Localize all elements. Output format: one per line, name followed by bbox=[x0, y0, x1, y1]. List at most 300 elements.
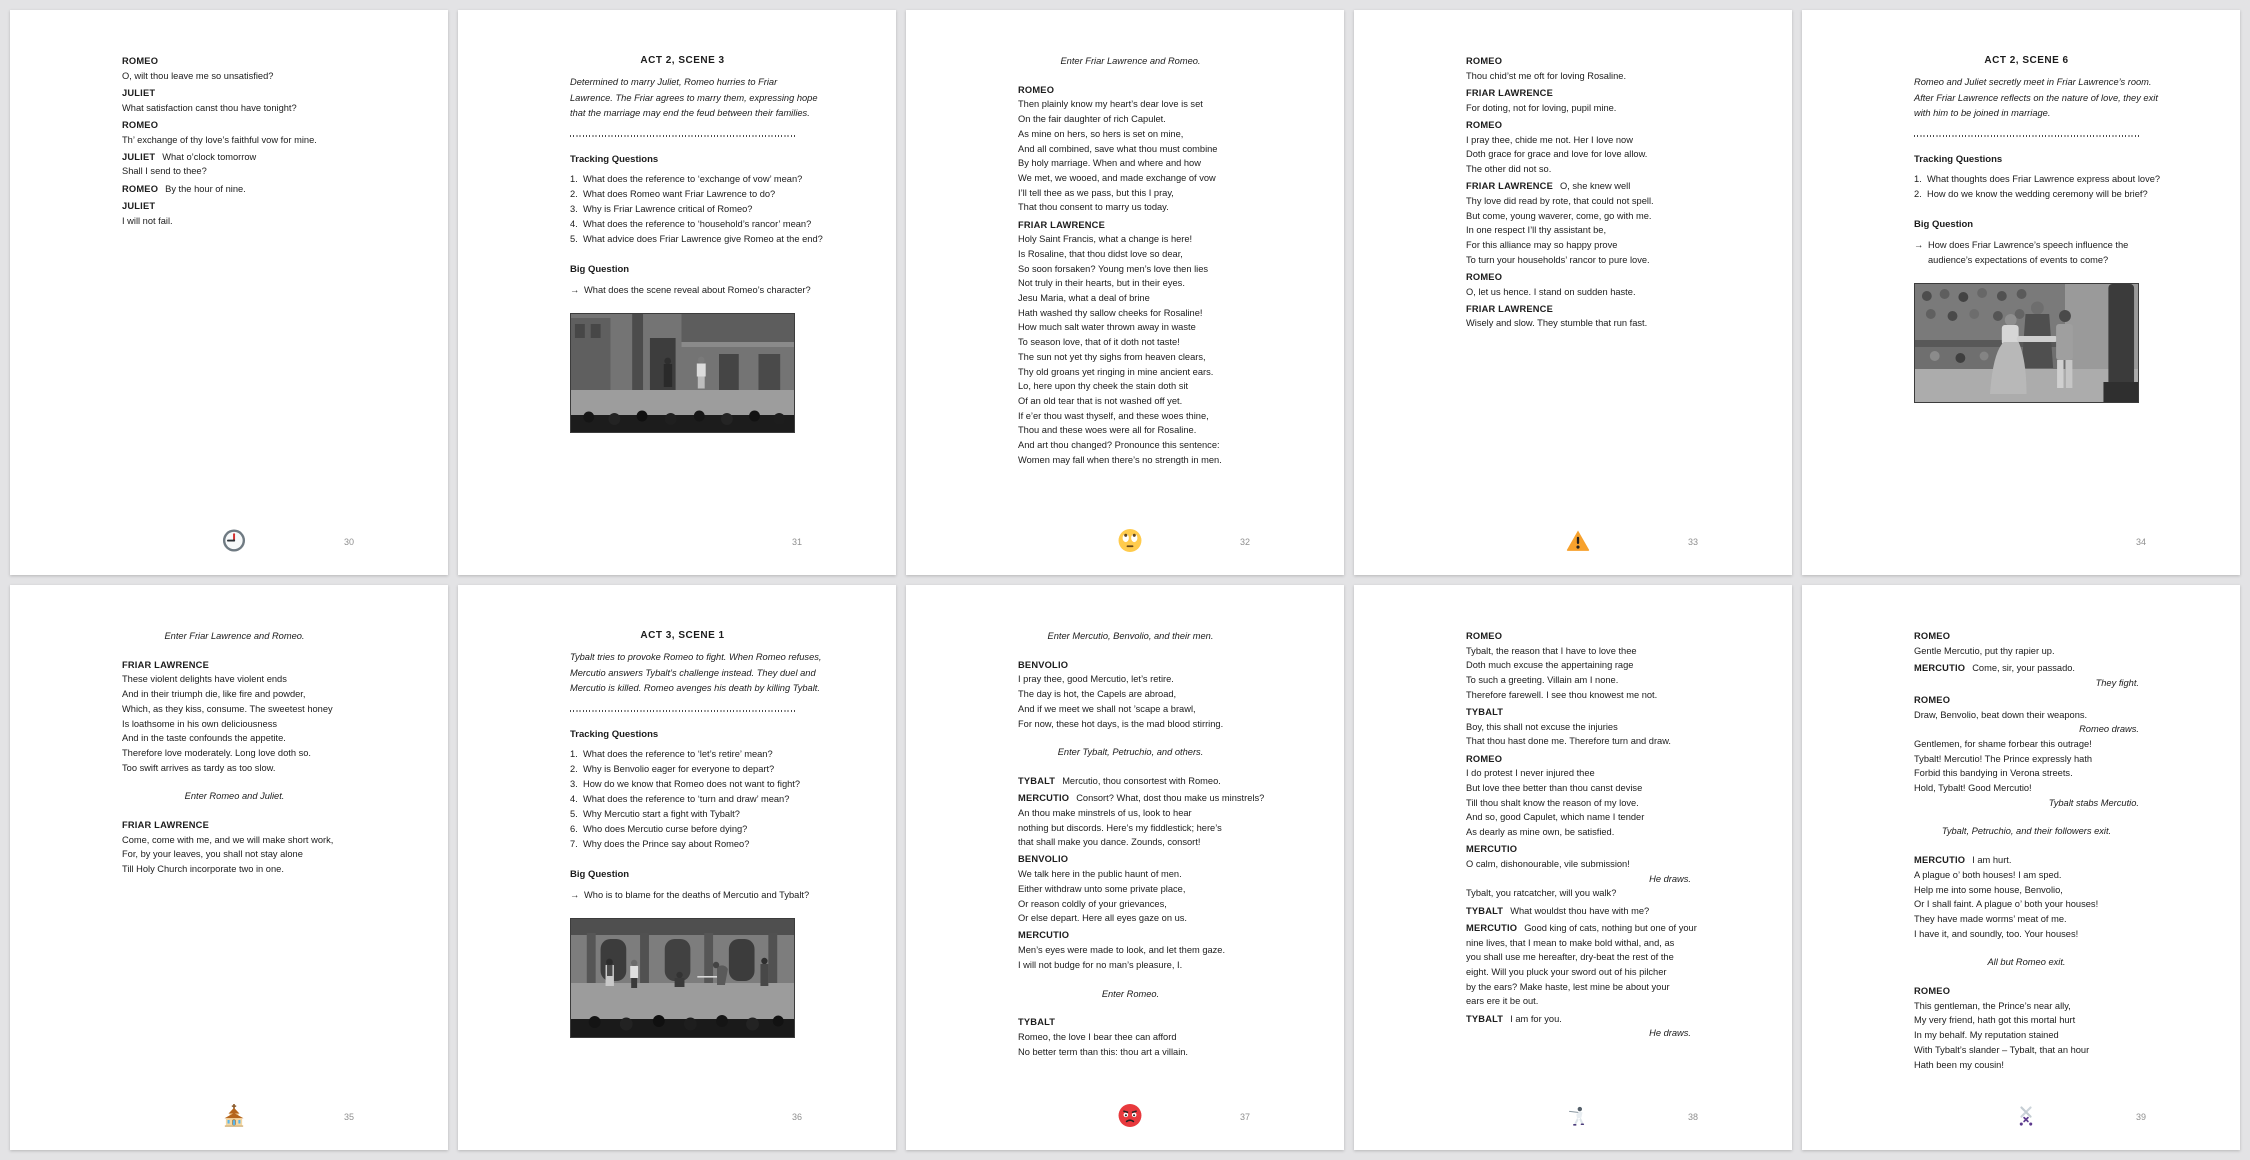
dialogue-line: Th’ exchange of thy love’s faithful vow for mine. bbox=[122, 134, 317, 145]
dialogue-line: But come, young waverer, come, go with me. bbox=[1466, 210, 1652, 221]
dialogue-line: How much salt water thrown away in waste bbox=[1018, 322, 1196, 333]
speaker-name: MERCUTIO bbox=[1914, 662, 1966, 673]
dialogue-line: Thy old groans yet ringing in mine ancient ears. bbox=[1018, 366, 1214, 377]
dialogue-line: Hath been my cousin! bbox=[1914, 1059, 2004, 1070]
dialogue-line: nothing but discords. Here’s my fiddlestick; here’s bbox=[1018, 822, 1222, 833]
question-text bbox=[583, 792, 789, 807]
question-line: What thoughts does Friar Lawrence express about love? bbox=[1927, 173, 2161, 184]
dialogue-line: Is Rosaline, that thou didst love so dear, bbox=[1018, 248, 1183, 259]
stage-direction: Tybalt stabs Mercutio. bbox=[2048, 797, 2139, 808]
question-number: 4. bbox=[570, 793, 578, 804]
dialogue-line bbox=[1466, 904, 1691, 919]
scene-synopsis-line: Mercutio answers Tybalt’s challenge instead. They duel and bbox=[570, 667, 816, 678]
speaker-name: ROMEO bbox=[1466, 56, 1503, 66]
dialogue-line: An thou make minstrels of us, look to hear bbox=[1018, 807, 1192, 818]
script-page[interactable] bbox=[1354, 585, 1792, 1150]
dialogue-line: On the fair daughter of rich Capulet. bbox=[1018, 114, 1166, 125]
tracking-question bbox=[1914, 187, 2148, 202]
dialogue-line: With Tybalt’s slander – Tybalt, that an hour bbox=[1914, 1044, 2090, 1055]
dialogue-line: No better term than this: thou art a villain. bbox=[1018, 1046, 1189, 1057]
question-number: 5. bbox=[570, 808, 578, 819]
dialogue-line: Help me into some house, Benvolio, bbox=[1914, 884, 2063, 895]
dialogue-line: Or reason coldly of your grievances, bbox=[1018, 898, 1167, 909]
speaker-name: ROMEO bbox=[122, 56, 159, 66]
stage-direction: Enter Romeo. bbox=[1101, 988, 1160, 999]
scene-title: ACT 2, SCENE 6 bbox=[1984, 55, 2069, 66]
dialogue-line: We talk here in the public haunt of men. bbox=[1018, 869, 1182, 880]
question-text bbox=[583, 837, 749, 852]
speaker-name: TYBALT bbox=[1466, 1013, 1504, 1024]
dialogue-line: We met, we wooed, and made exchange of vow bbox=[1018, 172, 1216, 183]
dialogue-line: Shall I send to thee? bbox=[122, 166, 207, 177]
dialogue-line: And in the taste confounds the appetite. bbox=[122, 733, 286, 744]
dotted-divider bbox=[570, 710, 795, 712]
question-line: Who is to blame for the deaths of Mercutio and Tybalt? bbox=[584, 889, 810, 900]
dialogue-line: And all combined, save what thou must combine bbox=[1018, 143, 1218, 154]
dialogue-line: Gentle Mercutio, put thy rapier up. bbox=[1914, 645, 2055, 656]
dialogue-text: O, she knew well bbox=[1560, 181, 1631, 192]
tracking-question bbox=[570, 232, 823, 247]
dialogue-text: Mercutio, thou consortest with Romeo. bbox=[1062, 775, 1221, 786]
dialogue-line bbox=[1914, 661, 2139, 676]
tracking-question bbox=[570, 837, 795, 852]
tracking-question bbox=[570, 172, 803, 187]
dialogue-line: And if we meet we shall not ’scape a brawl, bbox=[1018, 703, 1196, 714]
speaker-name: ROMEO bbox=[1914, 986, 1951, 997]
page-number: 35 bbox=[343, 1112, 354, 1122]
question-line: What does the reference to ‘turn and draw’ mean? bbox=[583, 793, 790, 804]
dialogue-line: Or I shall faint. A plague o’ both your houses! bbox=[1914, 899, 2099, 910]
question-line: What advice does Friar Lawrence give Romeo at the end? bbox=[583, 233, 823, 244]
question-text bbox=[583, 747, 773, 762]
speaker-name: BENVOLIO bbox=[1018, 659, 1069, 670]
question-text bbox=[583, 217, 811, 232]
dialogue-line: Draw, Benvolio, beat down their weapons. bbox=[1914, 709, 2088, 720]
globe-stage-duel bbox=[571, 919, 794, 1037]
speaker-name: MERCUTIO bbox=[1914, 855, 1966, 866]
dialogue-line: Of an old tear that is not washed off yet. bbox=[1018, 395, 1183, 406]
dialogue-text: What o’clock tomorrow bbox=[162, 151, 257, 162]
page-number: 32 bbox=[1239, 537, 1250, 547]
page-number: 39 bbox=[2135, 1112, 2146, 1122]
big-question-item bbox=[1914, 238, 2139, 268]
warning-icon bbox=[1566, 528, 1591, 553]
question-number: 6. bbox=[570, 823, 578, 834]
question-text bbox=[583, 762, 774, 777]
performance-photo bbox=[570, 313, 795, 433]
scene-synopsis-line: Tybalt tries to provoke Romeo to fight. When Romeo refuses, bbox=[570, 652, 822, 663]
dialogue-line: Tybalt! Mercutio! The Prince expressly hath bbox=[1914, 753, 2093, 764]
page-number: 37 bbox=[1239, 1112, 1250, 1122]
arrow-marker: → bbox=[570, 889, 580, 900]
dialogue-line: Hold, Tybalt! Good Mercutio! bbox=[1914, 783, 2032, 794]
script-page[interactable] bbox=[458, 585, 896, 1150]
question-number: 1. bbox=[1914, 173, 1922, 184]
question-line: What does the reference to ‘household’s rancor’ mean? bbox=[583, 218, 812, 229]
page-content bbox=[122, 54, 347, 515]
tracking-question bbox=[570, 187, 795, 202]
scene-synopsis-line: After Friar Lawrence reflects on the nature of love, they exit bbox=[1914, 92, 2158, 103]
question-line: What does the reference to ‘let’s retire’ mean? bbox=[583, 748, 773, 759]
dialogue-text: What wouldst thou have with me? bbox=[1510, 905, 1650, 916]
dialogue-text: I am for you. bbox=[1510, 1013, 1562, 1024]
page-number: 30 bbox=[343, 537, 354, 547]
tracking-question bbox=[570, 202, 795, 217]
dialogue-line bbox=[1018, 791, 1265, 806]
page-content bbox=[122, 629, 347, 1090]
dialogue-line: O calm, dishonourable, vile submission! bbox=[1466, 859, 1630, 870]
dotted-divider bbox=[1914, 135, 2139, 137]
dialogue-line: As dearly as mine own, be satisfied. bbox=[1466, 827, 1615, 838]
script-page[interactable] bbox=[10, 585, 448, 1150]
dialogue-text: Come, sir, your passado. bbox=[1972, 662, 2076, 673]
dialogue-line: Come, come with me, and we will make short work, bbox=[122, 834, 334, 845]
dialogue-line: Then plainly know my heart’s dear love is set bbox=[1018, 99, 1203, 110]
dialogue-text: I am hurt. bbox=[1972, 855, 2012, 866]
script-page[interactable] bbox=[1802, 585, 2240, 1150]
dialogue-text: By the hour of nine. bbox=[165, 183, 246, 194]
performance-photo bbox=[570, 918, 795, 1038]
stage-direction: Enter Romeo and Juliet. bbox=[184, 791, 285, 802]
scene-synopsis-line: Mercutio is killed. Romeo avenges his death by killing Tybalt. bbox=[570, 683, 820, 694]
question-text bbox=[583, 202, 752, 217]
tracking-question bbox=[570, 762, 795, 777]
dialogue-line: Romeo, the love I bear thee can afford bbox=[1018, 1031, 1177, 1042]
page-number: 36 bbox=[791, 1112, 802, 1122]
dialogue-line: This gentleman, the Prince’s near ally, bbox=[1914, 1000, 2071, 1011]
stage-direction: All but Romeo exit. bbox=[1987, 957, 2066, 968]
dialogue-line: I’ll tell thee as we pass, but this I pray, bbox=[1018, 187, 1174, 198]
tracking-question bbox=[570, 217, 812, 232]
dialogue-line: In my behalf. My reputation stained bbox=[1914, 1030, 2059, 1041]
stage-direction: Enter Mercutio, Benvolio, and their men. bbox=[1047, 631, 1214, 641]
dialogue-line: To such a greeting. Villain am I none. bbox=[1466, 675, 1619, 686]
dialogue-line: Doth much excuse the appertaining rage bbox=[1466, 660, 1634, 671]
dialogue-line: ears ere it be out. bbox=[1466, 996, 1539, 1007]
dialogue-line: Tybalt, you ratcatcher, will you walk? bbox=[1466, 888, 1617, 899]
dialogue-line: And art thou changed? Pronounce this sentence: bbox=[1018, 440, 1220, 451]
dialogue-line: Too swift arrives as tardy as too slow. bbox=[122, 762, 276, 773]
big-question-item bbox=[570, 283, 811, 298]
scene-synopsis-line: Determined to marry Juliet, Romeo hurries to Friar bbox=[570, 77, 778, 88]
scene-synopsis-line: Lawrence. The Friar agrees to marry them, expressing hope bbox=[570, 92, 818, 103]
dialogue-line bbox=[1466, 179, 1691, 194]
question-line: audience’s expectations of events to come? bbox=[1928, 254, 2109, 265]
dialogue-line: Jesu Maria, what a deal of brine bbox=[1018, 293, 1150, 304]
dialogue-line: For doting, not for loving, pupil mine. bbox=[1466, 102, 1617, 113]
page-number: 34 bbox=[2135, 537, 2146, 547]
question-line: Why is Friar Lawrence critical of Romeo? bbox=[583, 203, 753, 214]
stage-direction: Tybalt, Petruchio, and their followers exit. bbox=[1941, 826, 2112, 837]
dialogue-line: Doth grace for grace and love for love allow. bbox=[1466, 149, 1648, 160]
page-content bbox=[1914, 629, 2139, 1090]
speaker-name: TYBALT bbox=[1466, 905, 1504, 916]
scene-synopsis-line: with him to be joined in marriage. bbox=[1914, 108, 2051, 119]
dialogue-line: Boy, this shall not excuse the injuries bbox=[1466, 721, 1618, 732]
question-line: Why is Benvolio eager for everyone to depart? bbox=[583, 763, 775, 774]
question-line: How do we know that Romeo does not want to fight? bbox=[583, 778, 801, 789]
angry-face-icon bbox=[1118, 1103, 1143, 1128]
dialogue-line: I have it, and soundly, too. Your houses! bbox=[1914, 928, 2079, 939]
scene-title: ACT 2, SCENE 3 bbox=[640, 55, 725, 66]
tracking-question bbox=[570, 777, 801, 792]
stage-direction: He draws. bbox=[1649, 873, 1691, 884]
speaker-name: ROMEO bbox=[1466, 271, 1503, 282]
dialogue-line: you shall use me hereafter, dry-beat the rest of the bbox=[1466, 952, 1674, 963]
dialogue-line: They have made worms’ meat of me. bbox=[1914, 913, 2067, 924]
dotted-divider bbox=[570, 135, 795, 137]
speaker-name: MERCUTIO bbox=[1466, 844, 1518, 855]
question-line: Who does Mercutio curse before dying? bbox=[583, 823, 748, 834]
dialogue-line: But love thee better than thou canst devise bbox=[1466, 783, 1643, 794]
speaker-name: FRIAR LAWRENCE bbox=[1466, 181, 1553, 192]
page-content bbox=[570, 629, 822, 1090]
speaker-name: JULIET bbox=[122, 151, 156, 162]
dialogue-line: These violent delights have violent ends bbox=[122, 674, 287, 685]
dialogue-line: As mine on hers, so hers is set on mine, bbox=[1018, 128, 1184, 139]
speaker-name: MERCUTIO bbox=[1018, 793, 1070, 804]
dialogue-line: My very friend, hath got this mortal hurt bbox=[1914, 1015, 2076, 1026]
dialogue-line bbox=[1018, 774, 1243, 789]
speaker-name: ROMEO bbox=[1914, 694, 1951, 705]
question-number: 2. bbox=[570, 763, 578, 774]
fencer-icon bbox=[1566, 1103, 1591, 1128]
stage-direction: Enter Friar Lawrence and Romeo. bbox=[164, 631, 305, 641]
question-number: 4. bbox=[570, 218, 578, 229]
dialogue-line: Thou and these woes were all for Rosaline. bbox=[1018, 425, 1197, 436]
script-page[interactable] bbox=[906, 585, 1344, 1150]
question-number: 3. bbox=[570, 778, 578, 789]
stage-direction: Enter Friar Lawrence and Romeo. bbox=[1060, 56, 1201, 66]
page-number: 31 bbox=[791, 537, 802, 547]
dialogue-line: Holy Saint Francis, what a change is here! bbox=[1018, 234, 1193, 245]
dialogue-line: Women may fall when there’s no strength in men. bbox=[1018, 454, 1222, 465]
speaker-name: ROMEO bbox=[1466, 119, 1503, 130]
dialogue-line: In one respect I’ll thy assistant be, bbox=[1466, 225, 1607, 236]
dialogue-line: I pray thee, chide me not. Her I love now bbox=[1466, 134, 1633, 145]
big-question-item bbox=[570, 888, 810, 903]
tracking-question bbox=[570, 792, 795, 807]
page-content bbox=[1018, 629, 1265, 1090]
speaker-name: JULIET bbox=[122, 87, 156, 98]
question-text bbox=[584, 283, 811, 298]
question-number: 1. bbox=[570, 748, 578, 759]
section-heading: Big Question bbox=[1914, 218, 1974, 230]
tracking-question bbox=[1914, 172, 2161, 187]
section-heading: Big Question bbox=[570, 868, 630, 880]
dialogue-line: The sun not yet thy sighs from heaven clears, bbox=[1018, 351, 1206, 362]
dialogue-line: By holy marriage. When and where and how bbox=[1018, 158, 1201, 169]
dialogue-line bbox=[122, 150, 347, 165]
dialogue-line: eight. Will you pluck your sword out of his pilcher bbox=[1466, 966, 1667, 977]
question-text bbox=[583, 187, 775, 202]
question-line: What does Romeo want Friar Lawrence to do? bbox=[583, 188, 776, 199]
dialogue-line bbox=[1914, 853, 2139, 868]
dialogue-line: Is loathsome in his own deliciousness bbox=[122, 718, 278, 729]
question-line: How does Friar Lawrence’s speech influence the bbox=[1928, 239, 2129, 250]
dialogue-line: What satisfaction canst thou have tonight? bbox=[122, 102, 297, 113]
church-icon bbox=[222, 1103, 247, 1128]
dialogue-line: Lo, here upon thy cheek the stain doth sit bbox=[1018, 381, 1189, 392]
dialogue-line: Which, as they kiss, consume. The sweetest honey bbox=[122, 703, 333, 714]
globe-stage-wedding bbox=[1915, 284, 2138, 402]
dialogue-line: I pray thee, good Mercutio, let’s retire. bbox=[1018, 674, 1174, 685]
scene-title: ACT 3, SCENE 1 bbox=[640, 630, 725, 641]
dialogue-line: nine lives, that I mean to make bold withal, and, as bbox=[1466, 937, 1675, 948]
speaker-name: FRIAR LAWRENCE bbox=[122, 820, 209, 831]
dialogue-line: For now, these hot days, is the mad blood stirring. bbox=[1018, 718, 1224, 729]
question-text bbox=[1927, 187, 2148, 202]
dialogue-line: That thou hast done me. Therefore turn and draw. bbox=[1466, 736, 1672, 747]
question-line: What does the reference to ‘exchange of vow’ mean? bbox=[583, 173, 803, 184]
script-page[interactable] bbox=[10, 10, 448, 575]
question-text bbox=[584, 888, 809, 903]
stage-direction: They fight. bbox=[2095, 677, 2139, 688]
question-line: What does the scene reveal about Romeo’s character? bbox=[584, 284, 811, 295]
section-heading: Tracking Questions bbox=[1914, 153, 2003, 165]
dialogue-line: If e’er thou wast thyself, and these woes thine, bbox=[1018, 410, 1209, 421]
dialogue-line: That thou consent to marry us today. bbox=[1018, 202, 1169, 213]
dialogue-line: Gentlemen, for shame forbear this outrage! bbox=[1914, 738, 2092, 749]
arrow-marker: → bbox=[1914, 239, 1924, 250]
speaker-name: FRIAR LAWRENCE bbox=[122, 659, 209, 670]
speaker-name: FRIAR LAWRENCE bbox=[1466, 87, 1553, 98]
dialogue-text: Consort? What, dost thou make us minstrels? bbox=[1076, 793, 1265, 804]
globe-stage-two-actors bbox=[571, 314, 794, 432]
script-page[interactable] bbox=[1354, 10, 1792, 575]
section-heading: Big Question bbox=[570, 263, 630, 275]
question-text bbox=[583, 807, 740, 822]
speaker-name: FRIAR LAWRENCE bbox=[1466, 303, 1553, 314]
tracking-question bbox=[570, 807, 795, 822]
stage-direction: Romeo draws. bbox=[2079, 724, 2139, 735]
speaker-name: JULIET bbox=[122, 200, 156, 211]
dialogue-line: Till thou shalt know the reason of my love. bbox=[1466, 797, 1639, 808]
stage-direction: He draws. bbox=[1649, 1028, 1691, 1039]
question-number: 5. bbox=[570, 233, 578, 244]
speaker-name: TYBALT bbox=[1466, 707, 1504, 718]
dialogue-line: Thy love did read by rote, that could not spell. bbox=[1466, 195, 1654, 206]
dialogue-line bbox=[122, 182, 347, 197]
dialogue-line: To turn your households’ rancor to pure love. bbox=[1466, 254, 1650, 265]
dialogue-line: Or else depart. Here all eyes gaze on us. bbox=[1018, 913, 1187, 924]
speaker-name: TYBALT bbox=[1018, 1017, 1056, 1028]
script-page[interactable] bbox=[458, 10, 896, 575]
arrow-marker: → bbox=[570, 284, 580, 295]
performance-photo bbox=[1914, 283, 2139, 403]
speaker-name: BENVOLIO bbox=[1018, 854, 1069, 865]
dialogue-line: Hath washed thy sallow cheeks for Rosaline! bbox=[1018, 307, 1203, 318]
dialogue-line: I will not fail. bbox=[122, 215, 173, 226]
speaker-name: MERCUTIO bbox=[1018, 930, 1070, 941]
dialogue-line bbox=[1466, 921, 1697, 936]
dialogue-line: And so, good Capulet, which name I tender bbox=[1466, 812, 1645, 823]
dialogue-line: A plague o’ both houses! I am sped. bbox=[1914, 869, 2062, 880]
page-number: 38 bbox=[1687, 1112, 1698, 1122]
page-number: 33 bbox=[1687, 537, 1698, 547]
speaker-name: ROMEO bbox=[1018, 84, 1055, 95]
speaker-name: ROMEO bbox=[1466, 753, 1503, 764]
speaker-name: ROMEO bbox=[122, 119, 159, 130]
dialogue-line: To season love, that of it doth not taste! bbox=[1018, 337, 1180, 348]
question-text bbox=[583, 232, 823, 247]
question-line: Why Mercutio start a fight with Tybalt? bbox=[583, 808, 740, 819]
dialogue-text: Good king of cats, nothing but one of your bbox=[1524, 922, 1697, 933]
dialogue-line: O, wilt thou leave me so unsatisfied? bbox=[122, 70, 274, 81]
question-number: 1. bbox=[570, 173, 578, 184]
dialogue-line: Either withdraw unto some private place, bbox=[1018, 883, 1186, 894]
crossed-swords-icon bbox=[2014, 1103, 2039, 1128]
question-line: Why does the Prince say about Romeo? bbox=[583, 838, 750, 849]
dialogue-line: Tybalt, the reason that I have to love thee bbox=[1466, 645, 1637, 656]
page-content bbox=[1018, 54, 1243, 515]
question-text bbox=[583, 822, 747, 837]
dialogue-line: Till Holy Church incorporate two in one. bbox=[122, 864, 284, 875]
dialogue-line: For, by your leaves, you shall not stay alone bbox=[122, 849, 303, 860]
section-heading: Tracking Questions bbox=[570, 728, 659, 740]
speaker-name: MERCUTIO bbox=[1466, 922, 1518, 933]
question-number: 7. bbox=[570, 838, 578, 849]
script-page[interactable] bbox=[1802, 10, 2240, 575]
dialogue-line: For this alliance may so happy prove bbox=[1466, 239, 1618, 250]
tracking-question bbox=[570, 822, 795, 837]
dialogue-line: Thou chid’st me oft for loving Rosaline. bbox=[1466, 70, 1627, 81]
speaker-name: TYBALT bbox=[1018, 775, 1056, 786]
scene-synopsis-line: Romeo and Juliet secretly meet in Friar Lawrence’s room. bbox=[1914, 77, 2152, 88]
dialogue-line: I will not budge for no man’s pleasure, I. bbox=[1018, 959, 1183, 970]
dialogue-line: O, let us hence. I stand on sudden haste. bbox=[1466, 286, 1636, 297]
tracking-question bbox=[570, 747, 795, 762]
dialogue-line: Not truly in their hearts, but in their eyes. bbox=[1018, 278, 1185, 289]
dialogue-line: that shall make you dance. Zounds, consort! bbox=[1018, 837, 1201, 848]
page-content bbox=[570, 54, 823, 515]
rolling-eyes-icon bbox=[1118, 528, 1143, 553]
dialogue-line: Men’s eyes were made to look, and let them gaze. bbox=[1018, 945, 1226, 956]
stage-direction: Enter Tybalt, Petruchio, and others. bbox=[1057, 747, 1204, 758]
dialogue-line: And in their triumph die, like fire and powder, bbox=[122, 689, 306, 700]
dialogue-line: The other did not so. bbox=[1466, 163, 1552, 174]
question-text bbox=[583, 777, 800, 792]
script-page[interactable] bbox=[906, 10, 1344, 575]
page-content bbox=[1466, 629, 1697, 1090]
question-number: 2. bbox=[1914, 188, 1922, 199]
dialogue-line: I do protest I never injured thee bbox=[1466, 768, 1595, 779]
dialogue-line: So soon forsaken? Young men’s love then lies bbox=[1018, 263, 1209, 274]
dialogue-line: Therefore farewell. I see thou knowest me not. bbox=[1466, 689, 1658, 700]
speaker-name: ROMEO bbox=[1914, 631, 1951, 641]
dialogue-line: Forbid this bandying in Verona streets. bbox=[1914, 768, 2073, 779]
dialogue-line bbox=[1466, 1012, 1691, 1027]
clock-nine-icon bbox=[222, 528, 247, 553]
question-text bbox=[583, 172, 802, 187]
question-text bbox=[1928, 238, 2128, 268]
speaker-name: ROMEO bbox=[1466, 631, 1503, 641]
dialogue-line: by the ears? Make haste, lest mine be about your bbox=[1466, 981, 1670, 992]
dialogue-line: Wisely and slow. They stumble that run fast. bbox=[1466, 318, 1648, 329]
question-line: How do we know the wedding ceremony will be brief? bbox=[1927, 188, 2148, 199]
question-text bbox=[1927, 172, 2160, 187]
page-content bbox=[1914, 54, 2161, 515]
question-number: 3. bbox=[570, 203, 578, 214]
speaker-name: FRIAR LAWRENCE bbox=[1018, 219, 1105, 230]
dialogue-line: Therefore love moderately. Long love doth so. bbox=[122, 747, 311, 758]
page-content bbox=[1466, 54, 1691, 515]
speaker-name: ROMEO bbox=[122, 183, 159, 194]
section-heading: Tracking Questions bbox=[570, 153, 659, 165]
question-number: 2. bbox=[570, 188, 578, 199]
scene-synopsis-line: that the marriage may end the feud between their families. bbox=[570, 108, 810, 119]
dialogue-line: The day is hot, the Capels are abroad, bbox=[1018, 689, 1177, 700]
